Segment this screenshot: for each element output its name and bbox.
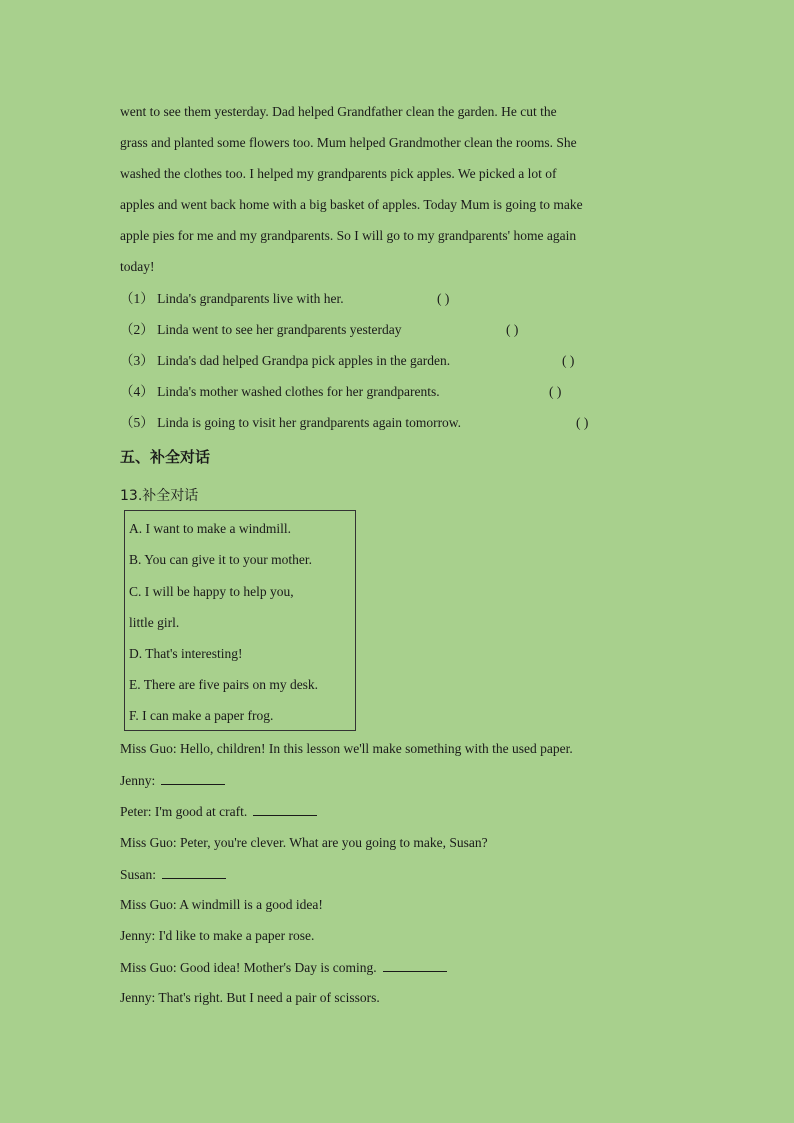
answer-blank[interactable]: [161, 771, 225, 785]
dialogue-text: Miss Guo: A windmill is a good idea!: [120, 897, 323, 912]
answer-blank[interactable]: [162, 865, 226, 879]
question-2: （2） Linda went to see her grandparents yesterday: [120, 322, 402, 337]
options-box: [124, 510, 356, 731]
dialogue-line: [120, 927, 314, 945]
dialogue-line: [120, 802, 317, 821]
dialogue-line: [120, 989, 380, 1007]
question-1: （1） Linda's grandparents live with her.: [120, 291, 344, 306]
option-b: B. You can give it to your mother.: [129, 552, 312, 567]
dialogue-line: [120, 958, 447, 977]
option-a: A. I want to make a windmill.: [129, 521, 291, 536]
passage-line: went to see them yesterday. Dad helped Grandfather clean the garden. He cut the: [120, 104, 557, 119]
passage-line: apples and went back home with a big basket of apples. Today Mum is going to make: [120, 197, 583, 212]
answer-paren-1[interactable]: ( ): [437, 291, 450, 306]
option-c: C. I will be happy to help you,: [129, 584, 294, 599]
dialogue-text: Miss Guo: Hello, children! In this lesson we'll make something with the used paper.: [120, 741, 573, 756]
answer-paren-2[interactable]: ( ): [506, 322, 519, 337]
dialogue-text: Miss Guo: Peter, you're clever. What are you going to make, Susan?: [120, 835, 488, 850]
dialogue-line: [120, 834, 488, 852]
passage-line: apple pies for me and my grandparents. So I will go to my grandparents' home again: [120, 228, 577, 243]
question-3: （3） Linda's dad helped Grandpa pick apples in the garden.: [120, 353, 451, 368]
answer-blank[interactable]: [253, 802, 317, 816]
option-c-cont: little girl.: [129, 615, 180, 630]
question-5: （5） Linda is going to visit her grandparents again tomorrow.: [120, 415, 462, 430]
dialogue-text: Miss Guo: Good idea! Mother's Day is coming.: [120, 960, 377, 975]
dialogue-text: Peter: I'm good at craft.: [120, 804, 248, 819]
option-f: F. I can make a paper frog.: [129, 708, 274, 723]
answer-paren-3[interactable]: ( ): [562, 353, 575, 368]
option-e: E. There are five pairs on my desk.: [129, 677, 319, 692]
dialogue-text: Jenny: That's right. But I need a pair of scissors.: [120, 990, 380, 1005]
passage-line: washed the clothes too. I helped my grandparents pick apples. We picked a lot of: [120, 166, 557, 181]
dialogue-line: [120, 896, 323, 914]
dialogue-text: Susan:: [120, 867, 157, 882]
question-4: （4） Linda's mother washed clothes for her grandparents.: [120, 384, 440, 399]
answer-paren-5[interactable]: ( ): [576, 415, 589, 430]
dialogue-line: [120, 740, 573, 758]
answer-paren-4[interactable]: ( ): [549, 384, 562, 399]
option-d: D. That's interesting!: [129, 646, 243, 661]
question-heading: 13.补全对话: [120, 488, 199, 504]
dialogue-line: [120, 771, 225, 790]
answer-blank[interactable]: [383, 958, 447, 972]
section-heading: 五、补全对话: [120, 448, 211, 466]
passage-line: today!: [120, 259, 155, 274]
dialogue-line: [120, 865, 226, 884]
dialogue-text: Jenny: I'd like to make a paper rose.: [120, 928, 315, 943]
passage-line: grass and planted some flowers too. Mum helped Grandmother clean the rooms. She: [120, 135, 577, 150]
dialogue-text: Jenny:: [120, 773, 156, 788]
